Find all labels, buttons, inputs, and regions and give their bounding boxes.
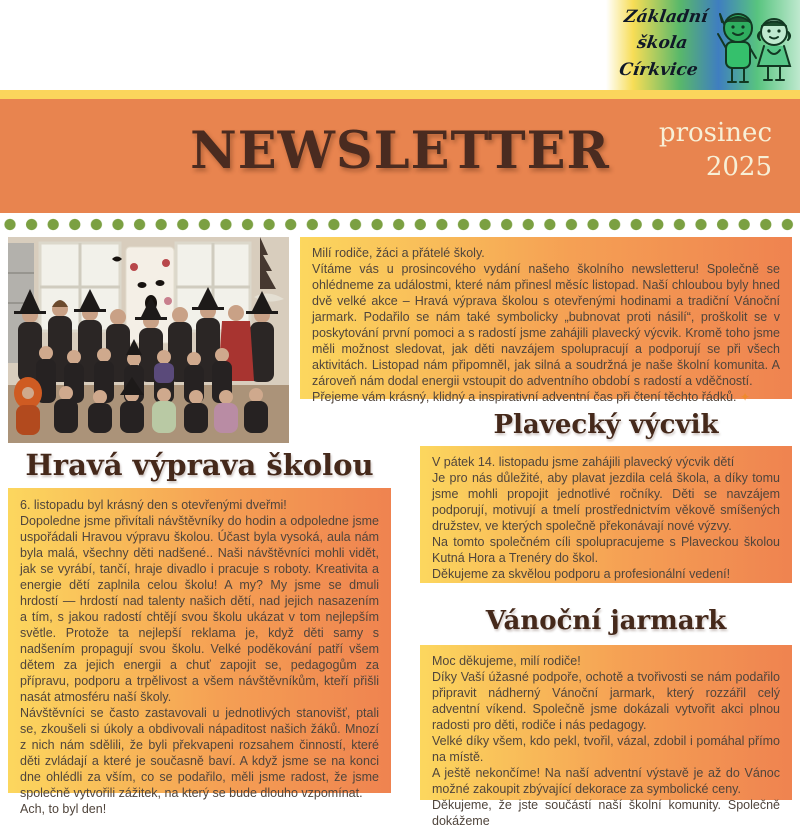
logo-line-1: Základní [622, 7, 710, 27]
hrava-paragraph-4: Ach, to byl den! [20, 802, 107, 816]
jarmark-paragraph-1: Moc děkujeme, milí rodiče! [432, 654, 581, 668]
jarmark-paragraph-2: Díky Vaší úžasné podpoře, ochotě a tvořivosti se nám podařilo připravit nádherný Vánoční jarmark, který rozzářil celý adventní víkend. Společně jsme dokázali vytvořit akci plnou radosti pro děti, rodiče i nás pedagogy. [432, 670, 780, 732]
event-photo [8, 237, 289, 443]
hrava-paragraph-3: Návštěvníci se často zastavovali u jednotlivých stanovišť, ptali se, zkoušeli si úkoly a obdivovali nápaditost našich žáků. Mnozí z nich nám sdělili, že byli překvapeni rozsahem činností, které děti zvládají a které je současně baví. A když jsme se na konci dne ohlédli za vším, co se podařilo, měli jsme radost, že jsme společně vytvořili zážitek, na který se bude dlouho vzpomínat. [20, 706, 379, 800]
plavecky-paragraph-1: V pátek 14. listopadu jsme zahájili plavecký výcvik dětí [432, 455, 735, 469]
plavecky-paragraph-2: Je pro nás důležité, aby plavat jezdila celá škola, a díky tomu jsme mohli propojit jednotlivé ročníky. Děti se navzájem podporují, motivují a tmelí prostřednictvím věkově smíšených družstev, ve kterých společně překonávají nové výzvy. [432, 471, 780, 533]
hrava-paragraph-1: 6. listopadu byl krásný den s otevřenými dveřmi! [20, 498, 287, 512]
plavecky-paragraph-4: Děkujeme za skvělou podporu a profesionální vedení! [432, 567, 731, 581]
intro-paragraph-3: Přejeme vám krásný, klidný a inspirativní adventní čas při čtení těchto řádků. ✦ [312, 390, 751, 404]
dotted-divider [0, 213, 800, 236]
plavecky-paragraph-3: Na tomto společném cíli spolupracujeme s Plaveckou školou Kutná Hora a Trenéry do škol. [432, 535, 780, 565]
children-illustration-icon [708, 2, 798, 88]
newsletter-title: NEWSLETTER [190, 121, 610, 181]
school-logo [606, 0, 800, 90]
intro-text-block [300, 237, 792, 404]
issue-month: prosinec [658, 118, 772, 148]
section-title-vanocni-jarmark: Vánoční jarmark [485, 606, 727, 636]
logo-line-2: škola [635, 33, 689, 54]
school-logo-text [606, 4, 718, 86]
vanocni-jarmark-text-block [420, 645, 792, 828]
event-photo-illustration [8, 237, 289, 443]
newsletter-header [0, 99, 800, 213]
jarmark-paragraph-4: A ještě nekončíme! Na naší adventní výstavě je až do Vánoc možné zakoupit zbývající dekorace za symbolické ceny. [432, 766, 780, 796]
jarmark-paragraph-5: Děkujeme, že jste součástí naší školní komunity. Společně dokážeme [432, 798, 780, 828]
plavecky-vycvik-text-block [420, 446, 792, 583]
accent-strip [0, 90, 800, 99]
intro-paragraph-2: Vítáme vás u prosincového vydání našeho školního newsletteru! Společně se ohlédneme za událostmi, které nám přinesl měsíc listopad. Naší chloubou byly hned dvě velké akce – Hravá výprava školou s otevřenými hodinami a tradiční Vánoční jarmark. Podařilo se nám také symbolicky „bubnovat proti násilí“, proškolit se v poskytování první pomoci a s radostí jsme zahájili plavecký výcvik. Kromě toho jsme měli možnost sledovat, jak děti navzájem spolupracují a podporují se při všech aktivitách. Listopad nám připomněl, jak silná a soudržná je naše školní komunita. A zároveň nám dodal energii vstoupit do adventního období s radostí a vděčností. [312, 262, 780, 388]
section-title-plavecky-vycvik: Plavecký výcvik [493, 410, 719, 440]
hrava-paragraph-2: Dopoledne jsme přivítali návštěvníky do hodin a odpoledne jsme uspořádali Hravou výpravu školou. Účast byla vysoká, aula nám byla malá, všechny děti nadšené.. Naši návštěvníci mohli vidět, jak se vyrábí, tančí, hraje divadlo i pracuje s roboty. Kreativita a energie dětí zaplnila celou školu! A my? My jsme se dmuli hrdostí — hrdostí nad talenty našich dětí, nad jejich nasazením a tím, s jakou radostí chtějí svou školu ukázat v tom nejlepším světle. Protože ta nejlepší reklama je, když děti samy s nadšením propagují svou školu. Velké poděkování patří všem dětem za jejich energii a chuť zapojit se, pedagogům za přípravu, podporu a trpělivost a všem návštěvníkům, kteří přišli nasát atmosféru naší školy. [20, 514, 379, 704]
logo-line-3: Církvice [618, 59, 700, 80]
issue-year: 2025 [705, 151, 772, 182]
hrava-vyprava-text-block [8, 488, 391, 816]
intro-paragraph-1: Milí rodiče, žáci a přátelé školy. [312, 246, 485, 260]
section-title-hrava-vyprava: Hravá výprava školou [25, 448, 374, 482]
sparkle-icon: ✦ [739, 390, 751, 404]
issue-date [659, 117, 772, 185]
jarmark-paragraph-3: Velké díky všem, kdo pekl, tvořil, vázal, zdobil i pomáhal přímo na místě. [432, 734, 780, 764]
